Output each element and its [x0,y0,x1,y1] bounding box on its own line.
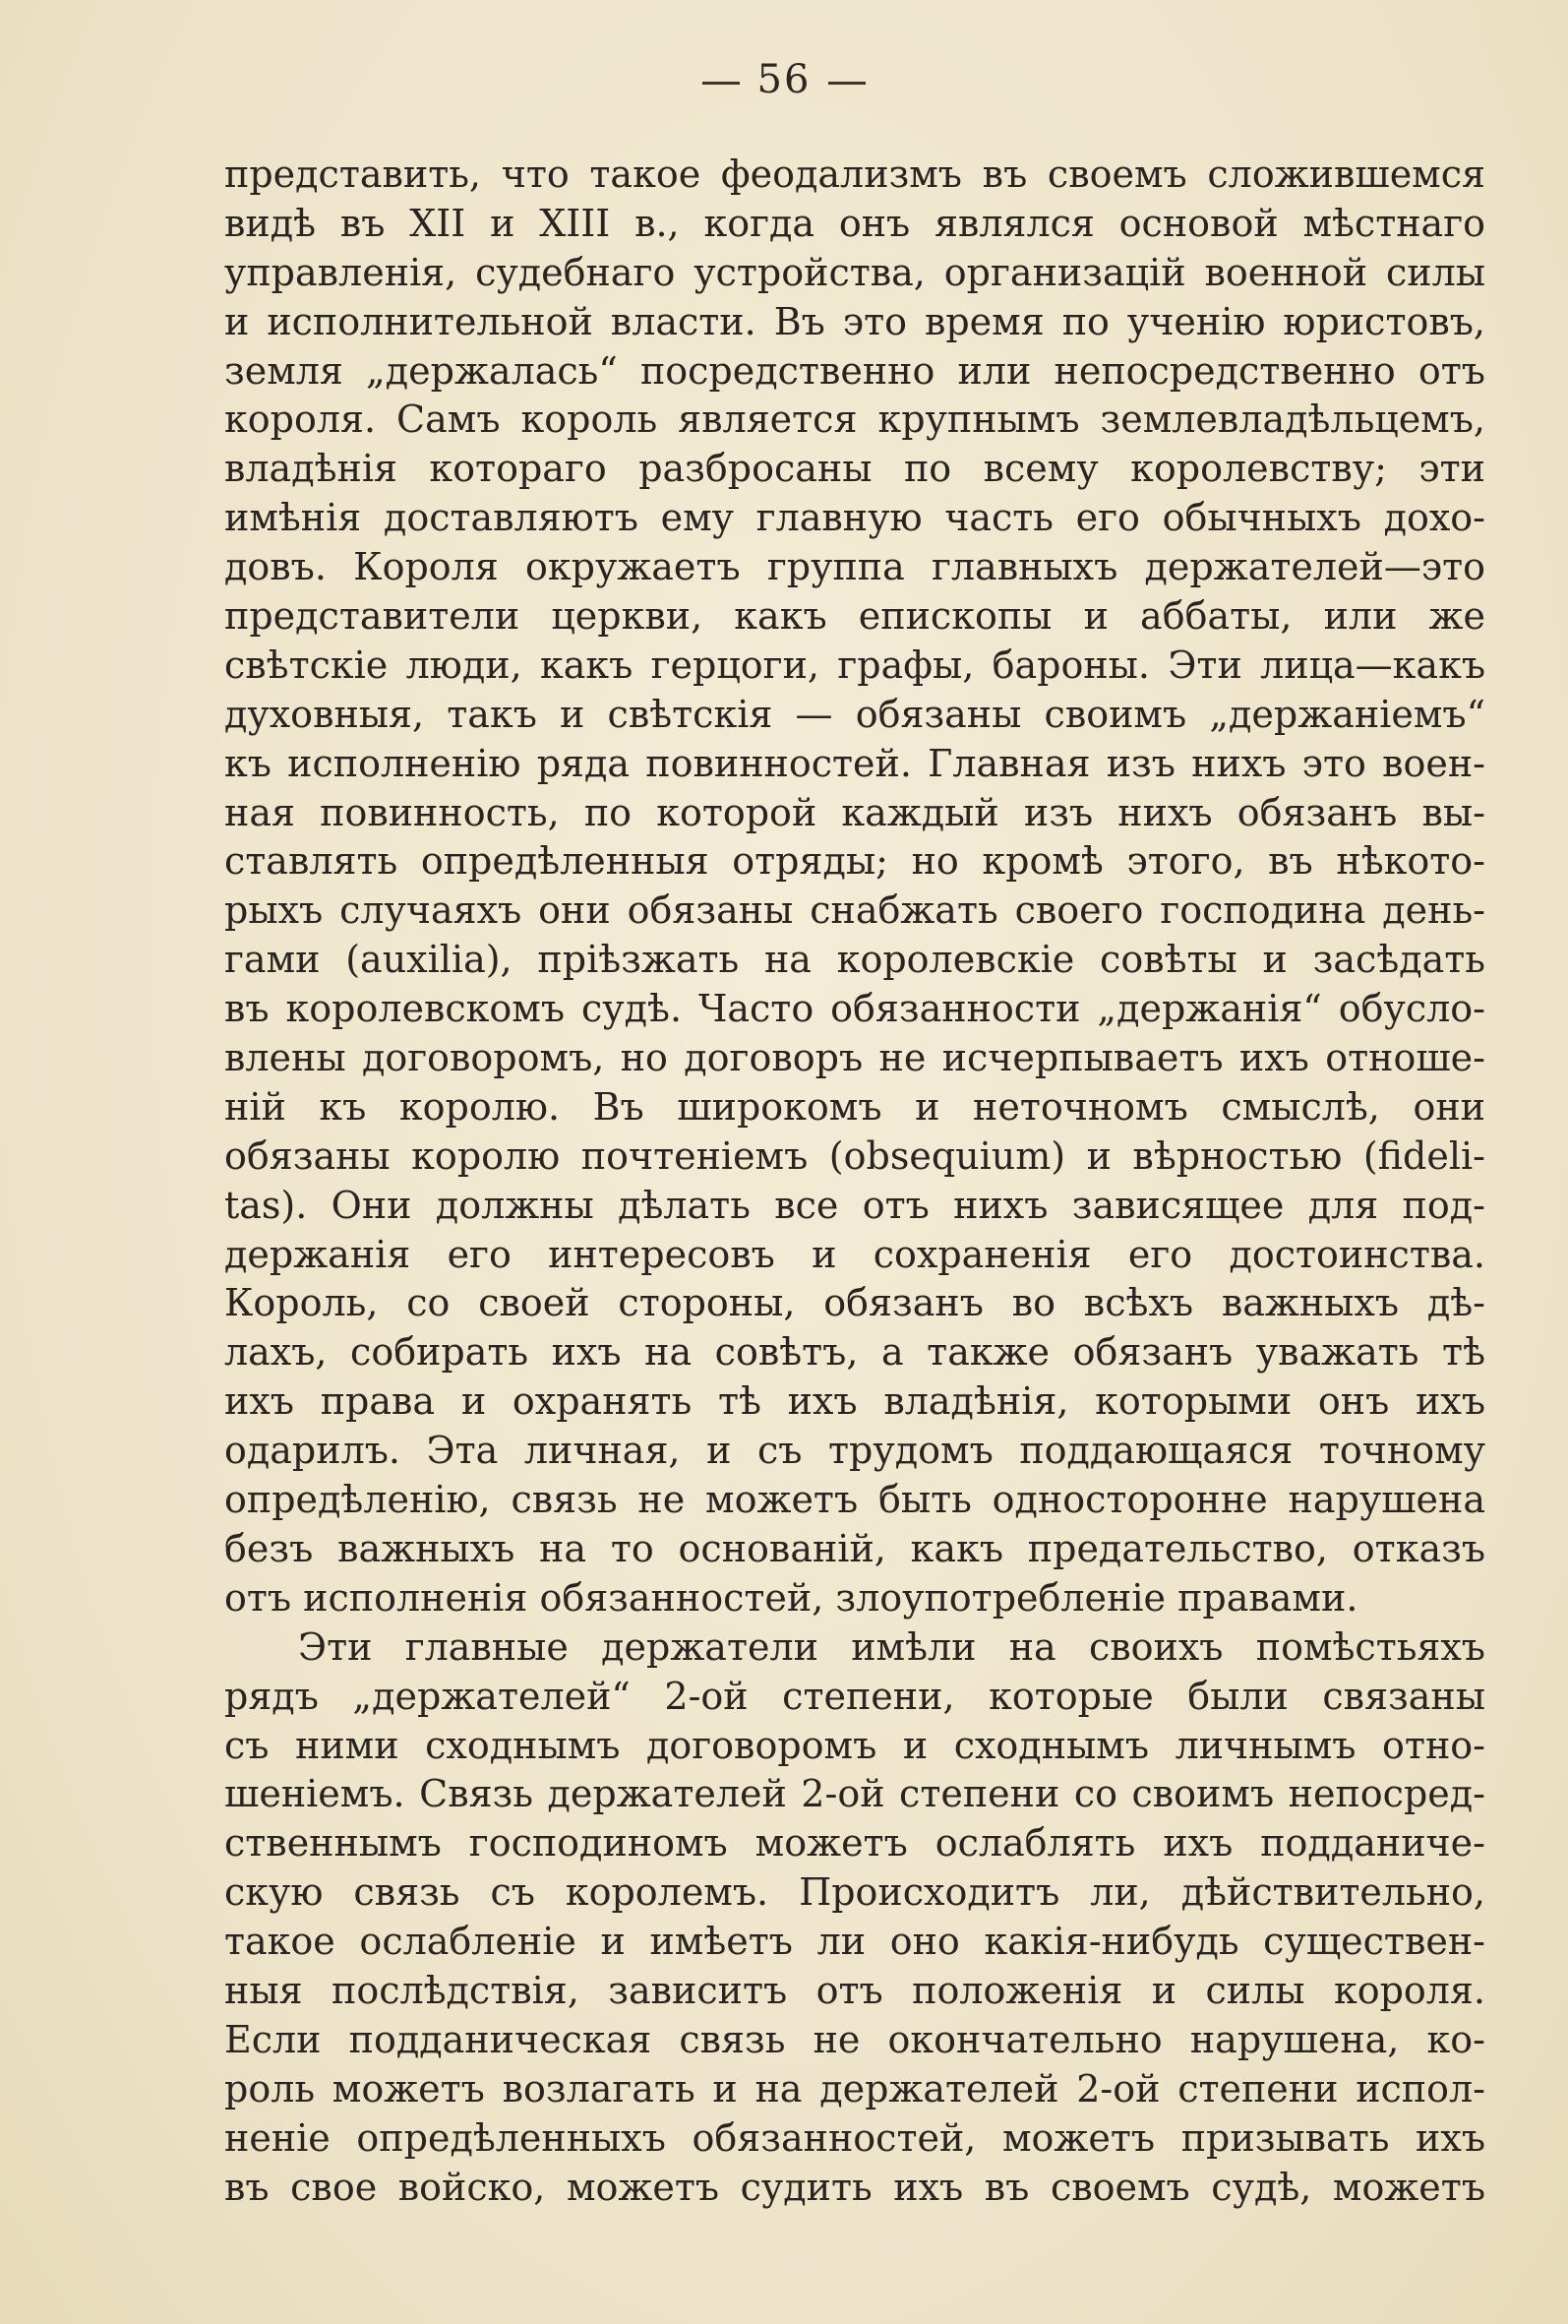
right-dash-ornament [828,82,866,85]
text-line: роль можетъ возлагать и на держателей 2-ой степени испол- [224,2066,1485,2110]
text-line: короля. Самъ король является крупнымъ землевладѣльцемъ, [224,398,1485,442]
text-line: ставлять опредѣленныя отряды; но кромѣ этого, въ нѣкото- [224,839,1485,884]
body-text [224,151,1485,2212]
text-line: опредѣленію, связь не можетъ быть односторонне нарушена [224,1478,1485,1522]
text-line: къ исполненію ряда повинностей. Главная изъ нихъ это воен- [224,741,1485,785]
text-line: довъ. Короля окружаетъ группа главныхъ держателей—это [224,545,1485,589]
text-line: ныя послѣдствія, зависитъ отъ положенія и силы короля. [224,1968,1485,2012]
text-line: рыхъ случаяхъ они обязаны снабжать своего господина день- [224,888,1485,933]
text-line: ная повинность, по которой каждый изъ нихъ обязанъ вы- [224,790,1485,834]
text-line: tas). Они должны дѣлать все отъ нихъ зависящее для под- [224,1183,1485,1227]
text-line: неніе опредѣленныхъ обязанностей, можетъ призывать ихъ [224,2115,1485,2160]
text-line: Эти главные держатели имѣли на своихъ помѣстьяхъ [298,1624,1485,1669]
text-line: представить, что такое феодализмъ въ своемъ сложившемся [224,153,1485,196]
text-line: влены договоромъ, но договоръ не исчерпываетъ ихъ отноше- [224,1036,1485,1080]
text-line: рядъ „держателей“ 2-ой степени, которые были связаны [224,1674,1485,1718]
text-line: ній къ королю. Въ широкомъ и неточномъ смыслѣ, они [224,1084,1485,1129]
text-line: гами (auxilia), пріѣзжать на королевскіе совѣты и засѣдать [224,938,1485,982]
text-line: имѣнія доставляютъ ему главную часть его обычныхъ дохо- [224,496,1485,540]
text-line: ихъ права и охранять тѣ ихъ владѣнія, которыми онъ ихъ [224,1379,1485,1424]
text-line: лахъ, собирать ихъ на совѣтъ, а также обязанъ уважать тѣ [224,1330,1485,1375]
text-line: ственнымъ господиномъ можетъ ослаблять ихъ подданиче- [224,1821,1485,1865]
text-line: представители церкви, какъ епископы и аббаты, или же [224,594,1485,639]
text-line: безъ важныхъ на то основаній, какъ предательство, отказъ [224,1526,1485,1570]
text-line: шеніемъ. Связь держателей 2-ой степени со своимъ непосред- [224,1772,1485,1816]
text-line: обязаны королю почтеніемъ (obsequium) и вѣрностью (fideli- [224,1133,1485,1178]
text-line: съ ними сходнымъ договоромъ и сходнымъ личнымъ отно- [224,1723,1485,1767]
text-line: духовныя, такъ и свѣтскія — обязаны своимъ „держаніемъ“ [224,692,1485,736]
text-line: держанія его интересовъ и сохраненія его достоинства. [224,1232,1485,1276]
text-line: видѣ въ XII и XIII в., когда онъ являлся основой мѣстнаго [224,201,1485,245]
text-line: владѣнія котораго разбросаны по всему королевству; эти [224,447,1485,491]
text-line: въ королевскомъ судѣ. Часто обязанности „держанія“ обусло- [224,987,1485,1031]
text-line: и исполнительной власти. Въ это время по ученію юристовъ, [224,299,1485,343]
text-line: Если подданическая связь не окончательно нарушена, ко- [224,2017,1485,2061]
page-number: 56 [756,57,812,102]
text-line: земля „держалась“ посредственно или непосредственно отъ [224,348,1485,393]
text-line: одарилъ. Эта личная, и съ трудомъ поддающаяся точному [224,1429,1485,1473]
text-line: свѣтскіе люди, какъ герцоги, графы, бароны. Эти лица—какъ [224,642,1485,687]
text-line: скую связь съ королемъ. Происходитъ ли, дѣйствительно, [224,1870,1485,1915]
text-line: управленія, судебнаго устройства, организацій военной силы [224,250,1485,294]
text-line: Король, со своей стороны, обязанъ во всѣхъ важныхъ дѣ- [224,1281,1485,1325]
page-number-header [0,57,1568,102]
text-line: въ свое войско, можетъ судить ихъ въ своемъ судѣ, можетъ [224,2165,1485,2209]
left-dash-ornament [702,82,740,85]
text-line: такое ослабленіе и имѣетъ ли оно какія-нибудь существен- [224,1920,1485,1964]
text-line: отъ исполненія обязанностей, злоупотребленіе правами. [224,1575,1358,1620]
